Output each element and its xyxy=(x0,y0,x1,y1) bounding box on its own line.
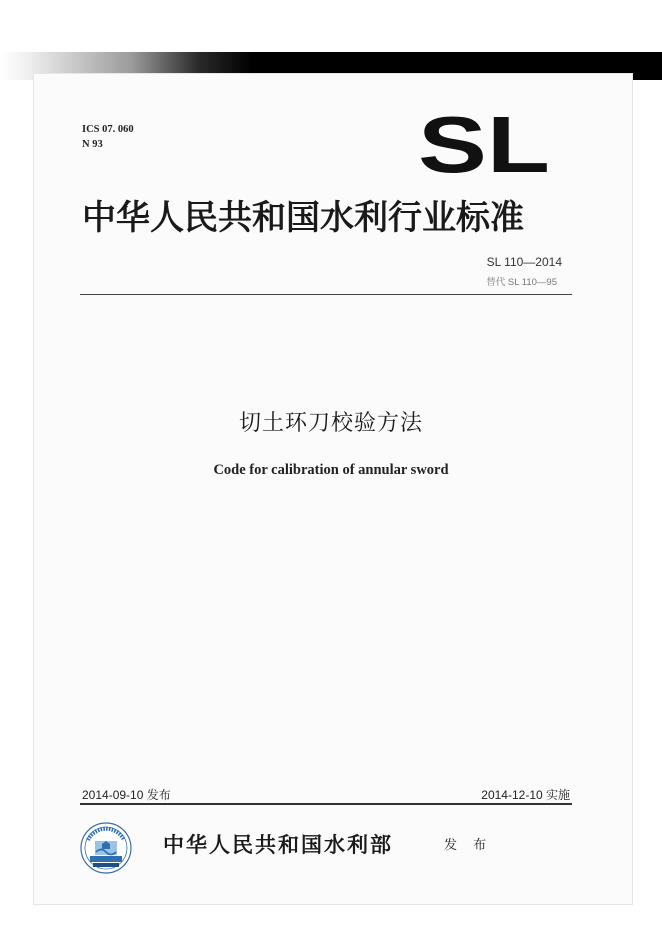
header-divider xyxy=(80,294,572,295)
standard-number: SL 110—2014 xyxy=(486,255,562,269)
issue-date: 2014-09-10 发布 xyxy=(82,788,171,802)
classification-block xyxy=(82,122,134,152)
classification-code: N 93 xyxy=(82,139,103,150)
standard-category-title: 中华人民共和国水利行业标准 xyxy=(82,198,524,238)
ics-code: ICS 07. 060 xyxy=(82,124,134,135)
sl-logo-icon xyxy=(418,108,552,182)
replaces-standard: 替代 SL 110—95 xyxy=(486,277,557,288)
document-title-cn: 切土环刀校验方法 xyxy=(238,411,423,436)
implementation-date: 2014-12-10 实施 xyxy=(481,788,570,802)
document-title-en: Code for calibration of annular sword xyxy=(213,462,449,478)
ministry-seal-icon xyxy=(80,822,132,874)
footer-divider xyxy=(80,803,572,805)
publish-label: 发 布 xyxy=(444,838,493,853)
sl-logo-text: SL xyxy=(418,108,550,182)
publisher-name: 中华人民共和国水利部 xyxy=(163,832,393,857)
